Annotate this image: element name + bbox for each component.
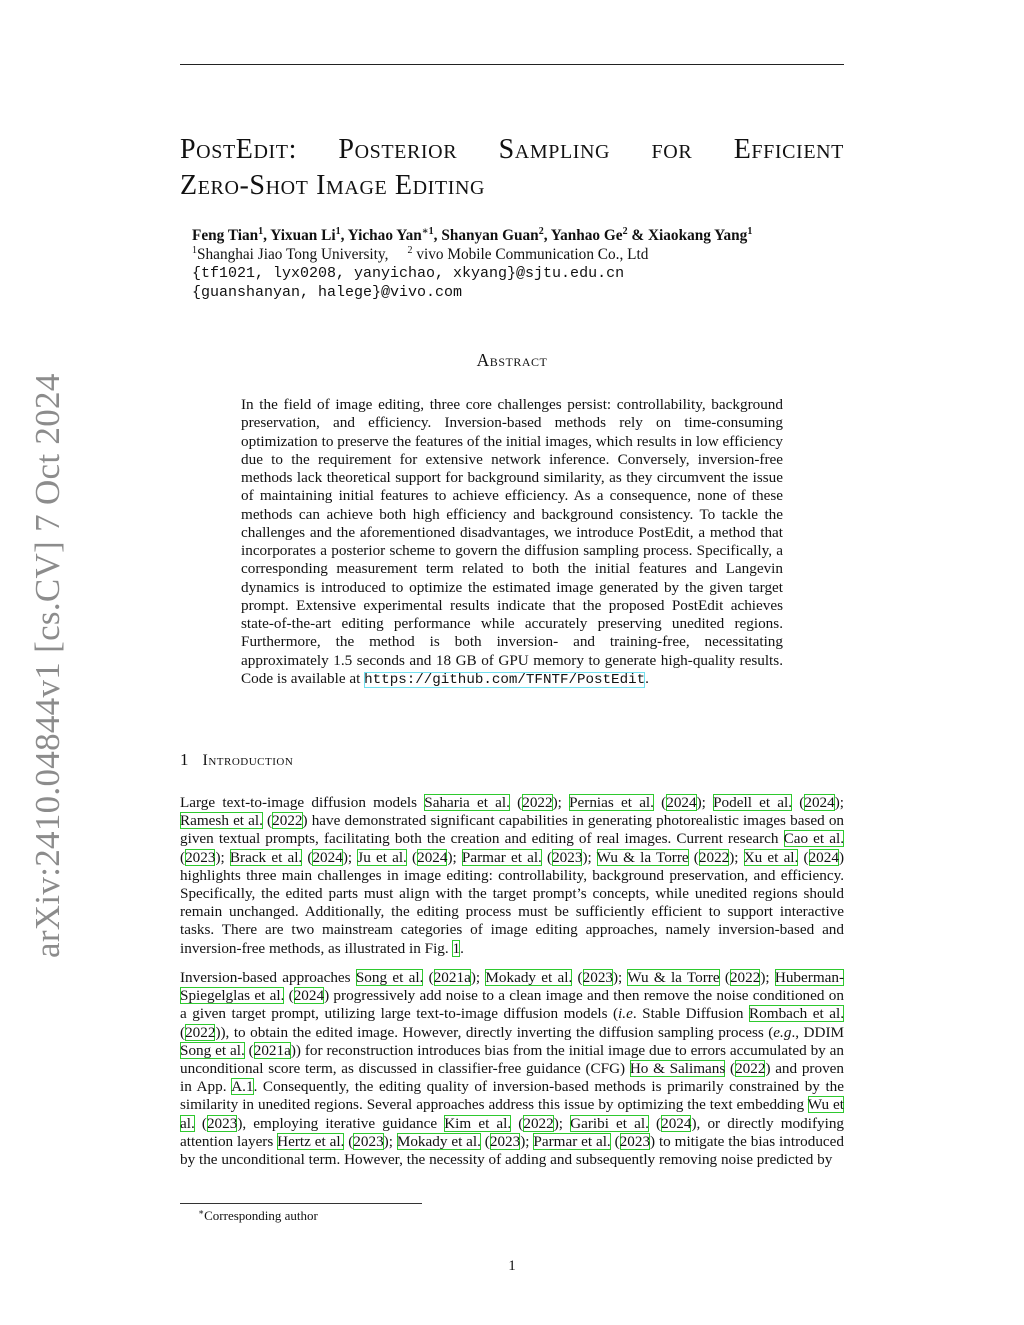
header-rule [180,64,844,65]
citation-link[interactable]: 2023 [353,1132,384,1150]
citation-link[interactable]: Mokady et al. [396,1132,481,1150]
citation-link[interactable]: 2023 [489,1132,521,1150]
citation-link[interactable]: Mokady et al. [485,969,573,986]
title-line-2: Zero-Shot Image Editing [180,170,486,201]
author-names: Feng Tian$^1$, Yixuan Li$^1$, Yichao Yan$^{∗1}$, Shanyan Guan$^2$, Yanhao Ge$^2$ & Xiaokang Yang$^1$ [192,226,753,244]
citation-link[interactable]: 2022 [523,1114,554,1132]
citation-link[interactable]: Ramesh et al. [180,812,263,830]
code-url-link[interactable]: https://github.com/TFNTF/PostEdit [364,671,646,688]
citation-link[interactable]: Parmar et al. [461,848,542,866]
citation-link[interactable]: Garibi et al. [570,1114,649,1132]
paper-title [180,132,844,204]
appendix-ref-link[interactable]: A.1 [231,1078,254,1096]
citation-link[interactable]: 2024 [804,794,835,811]
section-number: 1 [180,750,189,769]
citation-link[interactable]: 2021a [433,969,471,986]
intro-paragraph-2: Inversion-based approaches Song et al. (2021a); Mokady et al. (2023); Wu & la Torre (2022); Huberman-Spiegelglas et al. (2024) progressively add noise to a clean image and then remove the noise conditioned on a given target prompt, utilizing large text-to-image diffusion models (i.e. Stable Diffusion Rombach et al. (2022)), to obtain the edited image. However, directly inverting the diffusion sampling process (e.g., DDIM Song et al. (2021a)) for reconstruction introduces bias from the initial image due to errors accumulated by an unconditional score term, as discussed in classifier-free guidance (CFG) Ho & Salimans (2022) and proven in App. A.1. Consequently, the editing quality of inversion-based methods is primarily constrained by the similarity in unedited regions. Several approaches address this issue by optimizing the text embedding Wu et al. (2023), employing iterative guidance Kim et al. (2022); Garibi et al. (2024), or directly modifying attention layers Hertz et al. (2023); Mokady et al. (2023); Parmar et al. (2023) to mitigate the bias introduced by the unconditional term. However, the necessity of adding and subsequently removing noise predicted by [180,969,845,1169]
citation-link[interactable]: Podell et al. [713,794,793,811]
citation-link[interactable]: Parmar et al. [533,1132,611,1150]
citation-link[interactable]: 2021a [253,1041,291,1059]
footnote-rule [180,1203,422,1204]
abstract-heading: Abstract [476,350,548,370]
citation-link[interactable]: Brack et al. [229,848,303,866]
citation-link[interactable]: 2023 [185,848,216,866]
title-line-1: PostEdit: Posterior Sampling for Efficient [180,134,844,165]
citation-link[interactable]: 2023 [206,1114,238,1132]
section-heading-introduction [180,750,844,770]
citation-link[interactable]: 2022 [735,1060,766,1078]
figure-ref-link[interactable]: 1 [452,939,461,957]
footnote-text: Corresponding author [204,1208,318,1223]
citation-link[interactable]: Wu & la Torre [596,848,689,866]
citation-link[interactable]: Xu et al. [743,848,799,866]
citation-link[interactable]: Song et al. [180,1041,245,1059]
citation-link[interactable]: 2024 [666,794,697,811]
intro-paragraph-1: Large text-to-image diffusion models Saharia et al. (2022); Pernias et al. (2024); Podell et al. (2024); Ramesh et al. (2022) have demonstrated significant capabilities in generating photorealistic images based on given textual prompts, facilitating both the creation and editing of real images. Current research Cao et al. (2023); Brack et al. (2024); Ju et al. (2024); Parmar et al. (2023); Wu & la Torre (2022); Xu et al. (2024) highlights three main challenges in image editing: controllability, background preservation, and efficiency. Specifically, the edited parts must align with the target prompt’s concepts, while unedited regions should remain unchanged. Additionally, the editing process must be sufficiently efficient to support interactive tasks. There are two mainstream categories of image editing approaches, namely inversion-based and inversion-free methods, as illustrated in Fig. 1. [180,794,845,957]
citation-link[interactable]: Kim et al. [444,1114,512,1132]
citation-link[interactable]: Pernias et al. [569,794,654,811]
citation-link[interactable]: Rombach et al. [749,1005,844,1023]
citation-link[interactable]: 2024 [293,987,325,1005]
citation-link[interactable]: 2024 [417,848,448,866]
footnote [198,1208,318,1224]
citation-link[interactable]: 2023 [552,848,583,866]
citation-link[interactable]: 2023 [619,1132,651,1150]
section-title: Introduction [202,752,294,769]
citation-link[interactable]: 2023 [582,969,613,986]
footnote-mark: ∗ [198,1207,205,1217]
arxiv-watermark: arXiv:2410.04844v1 [cs.CV] 7 Oct 2024 [28,373,67,958]
citation-link[interactable]: 2022 [272,812,303,830]
citation-link[interactable]: 2022 [185,1023,216,1041]
citation-link[interactable]: 2024 [661,1114,692,1132]
abstract-body: In the field of image editing, three core challenges persist: controllability, background preservation, and efficiency. Inversion-based methods rely on time-consuming optimization to preserve the features of the initial images, which results in low efficiency due to the requirement for extensive network inference. Conversely, inversion-free methods lack theoretical support for background similarity, as they circumvent the issue of maintaining initial features to achieve efficiency. As a consequence, none of these methods can achieve both high efficiency and background consistency. To tackle the challenges and the aforementioned disadvantages, we introduce PostEdit, a method that incorporates a posterior scheme to govern the diffusion sampling process. Specifically, a corresponding measurement term related to both the initial features and Langevin dynamics is introduced to optimize the estimated image generated by the given target prompt. Extensive experimental results indicate that the proposed PostEdit achieves state-of-the-art editing performance while accurately preserving unedited regions. Furthermore, the method is both inversion- and training-free, necessitating approximately 1.5 seconds and 18 GB of GPU memory to generate high-quality results. Code is available at https://github.com/TFNTF/PostEdit. [241,396,783,688]
citation-link[interactable]: Wu & la Torre [627,969,720,986]
citation-link[interactable]: Song et al. [355,969,424,986]
citation-link[interactable]: 2022 [729,969,761,986]
citation-link[interactable]: Ju et al. [357,848,407,866]
author-block [192,226,852,302]
citation-link[interactable]: 2024 [808,848,839,866]
citation-link[interactable]: Saharia et al. [424,794,510,811]
citation-link[interactable]: 2022 [522,794,553,811]
citation-link[interactable]: 2022 [698,848,730,866]
page-number: 1 [508,1258,516,1274]
citation-link[interactable]: Wu et al. [180,1096,845,1132]
citation-link[interactable]: Cao et al. [783,830,844,848]
email-sjtu: {tf1021, lyx0208, yanyichao, xkyang}@sjtu.edu.cn [192,265,625,282]
citation-link[interactable]: Ho & Salimans [629,1060,726,1078]
affiliations: $^1$Shanghai Jiao Tong University, $^2$ vivo Mobile Communication Co., Ltd [192,245,649,263]
email-vivo: {guanshanyan, halege}@vivo.com [192,284,463,301]
citation-link[interactable]: 2024 [312,848,343,866]
citation-link[interactable]: Huberman-Spiegelglas et al. [180,969,845,1005]
citation-link[interactable]: Hertz et al. [277,1132,345,1150]
